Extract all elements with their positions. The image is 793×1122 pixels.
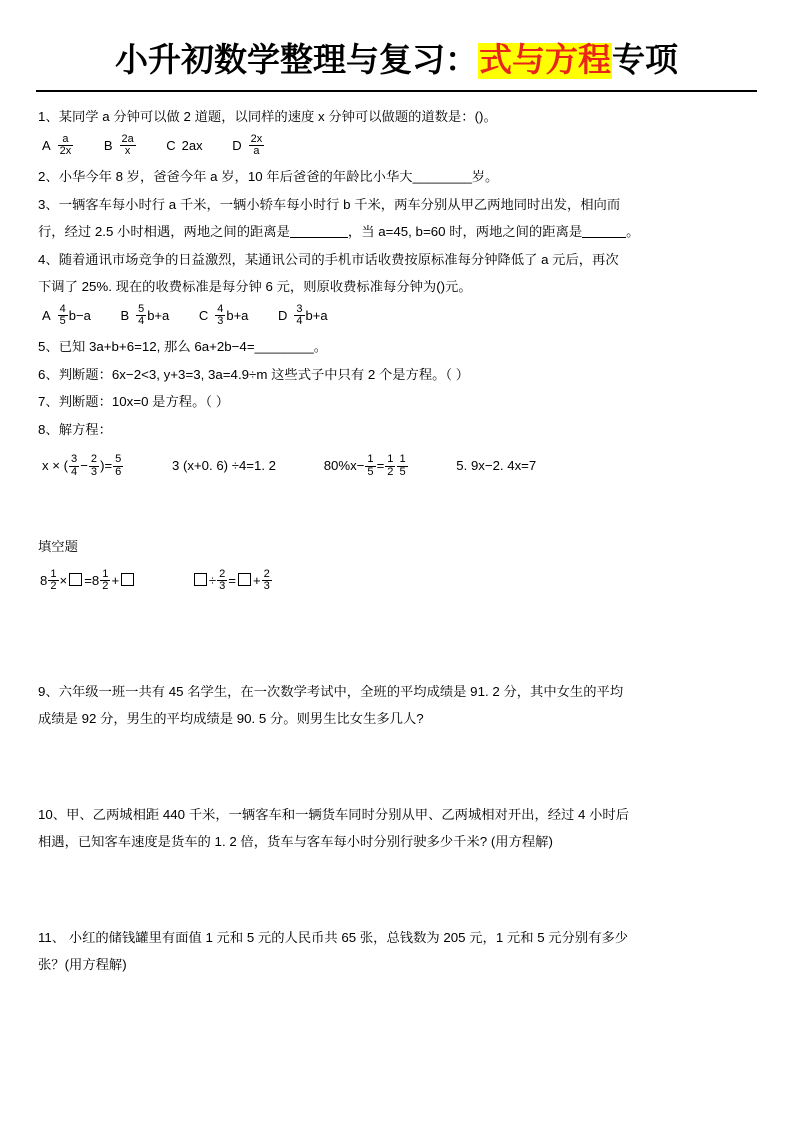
- work-space: [38, 911, 755, 925]
- option-b-fraction: $\frac{2a}{x}$: [121, 132, 134, 158]
- fill-in-row: [40, 566, 755, 595]
- option-d-label: D: [278, 307, 288, 323]
- option-b-tail: b+a: [147, 307, 170, 323]
- question-9-line1: 9、六年级一班一共有 45 名学生，在一次数学考试中，全班的平均成绩是 91. 2 分，其中女生的平均: [38, 683, 624, 699]
- title-after: 专项: [612, 43, 678, 79]
- answer-box: [238, 573, 251, 586]
- option-b-label: B: [120, 307, 130, 323]
- question-2: 2、小华今年 8 岁，爸爸今年 a 岁，10 年后爸爸的年龄比小华大________岁。: [38, 169, 499, 185]
- answer-blank: [582, 224, 626, 238]
- document-title: [24, 0, 769, 81]
- option-d: [232, 132, 265, 161]
- option-a: [42, 302, 91, 331]
- option-b: [104, 132, 137, 161]
- option-c-tail: b+a: [226, 307, 249, 323]
- option-d-fraction: $\frac{2x}{a}$: [250, 132, 263, 158]
- option-b: [120, 302, 169, 331]
- question-4-line2: 下调了 25%. 现在的收费标准是每分钟 6 元，则原收费标准每分钟为()元。: [38, 279, 472, 295]
- option-d-label: D: [232, 137, 242, 153]
- work-space: [38, 480, 755, 534]
- option-b-label: B: [103, 137, 113, 153]
- fraction-one-half-2: $\frac{1}{2}$: [102, 567, 109, 593]
- option-b-fraction: $\frac{5}{4}$: [138, 302, 145, 328]
- fraction-one-fifth-2: $\frac{1}{5}$: [399, 453, 406, 478]
- question-3-part-b: ，当 a=45, b=60 时，两地之间的距离是: [347, 224, 583, 240]
- question-9-line2: 成绩是 92 分，男生的平均成绩是 90. 5 分。则男生比女生多几人?: [38, 711, 424, 727]
- question-10-line2: 相遇，已知客车速度是货车的 1. 2 倍，货车与客车每小时分别行驶多少千米? (用方程解): [38, 834, 553, 850]
- fraction-one-half: $\frac{1}{2}$: [387, 453, 394, 478]
- option-a-fraction: $\frac{a}{2x}$: [59, 132, 72, 158]
- fill-section-title: 填空题: [38, 539, 78, 555]
- question-3-line1: 3、一辆客车每小时行 a 千米，一辆小轿车每小时行 b 千米，两车分别从甲乙两地同时出发，相向而: [38, 196, 621, 212]
- option-a-label: A: [42, 307, 51, 323]
- question-7: 7、判断题：10x=0 是方程。（ ）: [38, 394, 229, 410]
- option-d-tail: b+a: [305, 307, 328, 323]
- question-5: 5、已知 3a+b+6=12, 那么 6a+2b−4=________。: [38, 339, 328, 355]
- question-3-part-a: 行，经过 2.5 小时相遇，两地之间的距离是: [38, 224, 290, 240]
- option-a-tail: b−a: [68, 307, 91, 323]
- question-8: 8、解方程：: [38, 421, 112, 437]
- document-body: [24, 92, 769, 978]
- work-space: [38, 649, 755, 679]
- equation-4: 5. 9x−2. 4x=7: [456, 458, 537, 474]
- option-c-label: C: [198, 307, 209, 323]
- fill-item-2: ÷ $\frac{2}{3}$ = + $\frac{2}{3}$: [192, 566, 273, 595]
- question-3-line2: [38, 219, 755, 245]
- answer-box: [194, 573, 207, 586]
- fraction-three-quarters: $\frac{3}{4}$: [71, 453, 78, 478]
- fraction-one-fifth: $\frac{1}{5}$: [367, 453, 374, 478]
- option-a-fraction: $\frac{4}{5}$: [59, 302, 66, 328]
- option-c: [199, 302, 249, 331]
- question-1-options: [42, 132, 755, 161]
- equation-3: 80%x− $\frac{1}{5}$ = $\frac{1}{2}$ $\frac{1}{5}$: [323, 453, 406, 478]
- answer-blank: [290, 224, 348, 238]
- question-4-line1: 4、随着通讯市场竞争的日益激烈，某通讯公司的手机市话收费按原标准每分钟降低了 a 元后，再次: [38, 251, 619, 267]
- question-6: 6、判断题：6x−2<3, y+3=3, 3a=4.9÷m 这些式子中只有 2 个是方程。（ ）: [38, 366, 470, 382]
- equation-1: x × ( $\frac{3}{4}$ − $\frac{2}{3}$ )= $\frac{5}{6}$: [42, 453, 122, 478]
- option-a: [42, 132, 74, 161]
- option-a-label: A: [42, 137, 51, 153]
- question-10-line1: 10、甲、乙两城相距 440 千米，一辆客车和一辆货车同时分别从甲、乙两城相对开出，经过 4 小时后: [38, 806, 630, 822]
- fraction-two-thirds-2: $\frac{2}{3}$: [263, 567, 270, 593]
- fraction-one-half: $\frac{1}{2}$: [50, 567, 57, 593]
- question-4-options: [42, 302, 755, 331]
- option-c-value: 2ax: [181, 137, 203, 153]
- work-space: [38, 788, 755, 802]
- fraction-two-thirds: $\frac{2}{3}$: [219, 567, 226, 593]
- fill-item-1: 8 $\frac{1}{2}$ × =8 $\frac{1}{2}$ +: [40, 566, 136, 595]
- question-1: 1、某同学 a 分钟可以做 2 道题，以同样的速度 x 分钟可以做题的道数是：()。: [38, 109, 497, 124]
- answer-box: [121, 573, 134, 586]
- equation-2: 3 (x+0. 6) ÷4=1. 2: [172, 458, 277, 474]
- equation-row: [42, 452, 755, 480]
- option-d: [278, 302, 328, 331]
- option-c-label: C: [166, 137, 176, 153]
- option-c: [166, 132, 202, 161]
- work-space: [38, 857, 755, 911]
- question-11-line1: 11、 小红的储钱罐里有面值 1 元和 5 元的人民币共 65 张，总钱数为 205 元，1 元和 5 元分别有多少: [38, 929, 629, 945]
- title-highlight: 式与方程: [479, 43, 611, 79]
- fraction-two-thirds: $\frac{2}{3}$: [90, 453, 98, 478]
- question-3-part-c: 。: [626, 224, 640, 240]
- answer-box: [69, 573, 82, 586]
- title-before: 小升初数学整理与复习：: [115, 43, 478, 79]
- option-d-fraction: $\frac{3}{4}$: [296, 302, 303, 328]
- question-11-line2: 张？(用方程解): [38, 957, 127, 973]
- work-space: [38, 734, 755, 788]
- work-space: [38, 595, 755, 649]
- option-c-fraction: $\frac{4}{3}$: [217, 302, 224, 328]
- fraction-five-sixths: $\frac{5}{6}$: [115, 453, 122, 478]
